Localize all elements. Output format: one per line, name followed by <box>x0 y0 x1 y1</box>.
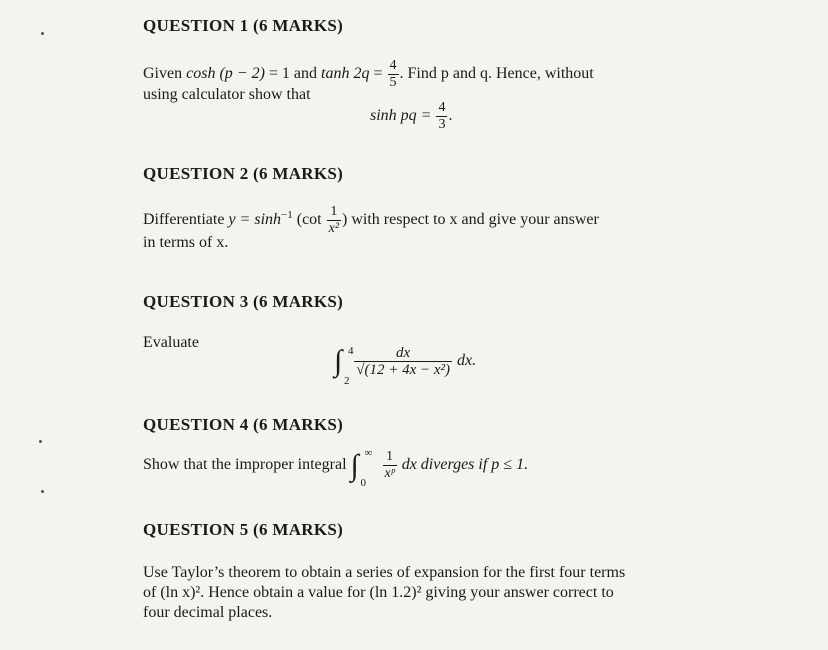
q1-show-num: 4 <box>438 100 446 115</box>
question-1-heading: QUESTION 1 (6 MARKS) <box>143 16 344 35</box>
q2-frac-num: 1 <box>327 204 341 221</box>
q3-num: dx <box>354 345 452 362</box>
q1-show-lhs: sinh pq = <box>370 107 432 125</box>
q3-upper: 4 <box>348 345 354 357</box>
q4-den: xᵖ <box>384 466 395 481</box>
q5-line2: of (ln x)². Hence obtain a value for (ln 1.2)² giving your answer correct to <box>143 584 614 601</box>
q3-intro: Evaluate <box>143 334 199 351</box>
question-2-heading: QUESTION 2 (6 MARKS) <box>143 164 344 183</box>
q2-frac-den: x² <box>328 221 340 236</box>
integral-sign-icon: ∫ <box>334 344 343 378</box>
q2-rest: with respect to x and give your answer <box>351 211 599 229</box>
q1-frac-den: 5 <box>389 75 397 90</box>
q3-tail: dx. <box>457 352 477 370</box>
q3-den: √(12 + 4x − x²) <box>356 362 450 378</box>
question-4-line1 <box>143 446 529 489</box>
q4-intro: Show that the improper integral <box>143 456 347 474</box>
q2-line2: in terms of x. <box>143 234 229 251</box>
q1-cosh: cosh (p − 2) <box>186 65 265 83</box>
question-4-heading: QUESTION 4 (6 MARKS) <box>143 415 344 434</box>
q2-close: ) <box>342 211 348 229</box>
q1-find: . Find p and q. Hence, without <box>399 65 594 83</box>
integral-sign-icon: ∫ <box>350 448 359 482</box>
q4-integral <box>350 446 373 489</box>
q4-rest: dx diverges if p ≤ 1. <box>401 456 529 474</box>
q4-num: 1 <box>383 449 397 466</box>
q1-given: Given <box>143 65 183 83</box>
question-3-heading: QUESTION 3 (6 MARKS) <box>143 292 344 311</box>
q4-upper: ∞ <box>364 446 373 459</box>
q2-y-eq: y = sinh <box>228 211 282 229</box>
q5-line3: four decimal places. <box>143 604 273 621</box>
q1-eq-one: = 1 <box>268 65 290 83</box>
q2-cot: (cot <box>296 211 322 229</box>
q3-lower: 2 <box>344 375 350 387</box>
margin-dot <box>41 490 44 493</box>
q1-tanh: tanh 2q <box>321 65 370 83</box>
q1-show-den: 3 <box>438 117 446 132</box>
q2-sup: −1 <box>281 208 293 221</box>
q1-line2: using calculator show that <box>143 86 311 103</box>
margin-dot <box>39 440 42 443</box>
q1-and: and <box>293 65 318 83</box>
q1-show-end: . <box>448 107 453 125</box>
q3-fraction <box>354 345 452 378</box>
q5-line1: Use Taylor’s theorem to obtain a series of expansion for the first four terms <box>143 564 626 581</box>
q1-show-fraction <box>436 100 447 133</box>
q3-integral <box>334 344 477 387</box>
q1-show-equation <box>370 100 452 133</box>
q4-lower: 0 <box>360 476 367 489</box>
q2-intro: Differentiate <box>143 211 225 229</box>
question-5-heading: QUESTION 5 (6 MARKS) <box>143 520 344 539</box>
q1-equals: = <box>373 65 383 83</box>
q4-fraction <box>383 449 397 482</box>
q1-frac-num: 4 <box>389 58 397 73</box>
margin-dot <box>41 32 44 35</box>
